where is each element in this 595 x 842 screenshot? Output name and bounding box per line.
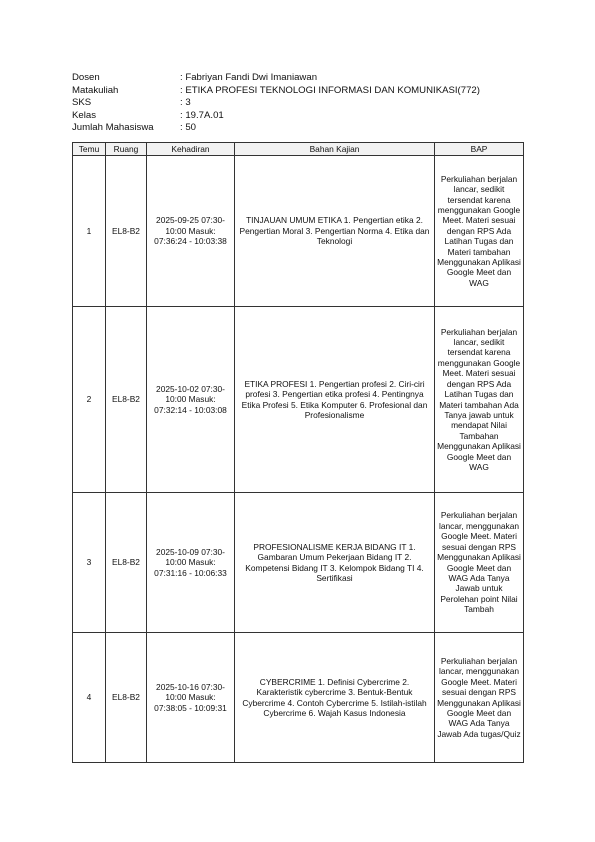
temu-cell: 4: [73, 633, 106, 763]
dosen-row: [72, 72, 532, 85]
dosen-value: : Fabriyan Fandi Dwi Imaniawan: [180, 72, 318, 83]
sks-row: [72, 97, 532, 110]
bap-cell: Perkuliahan berjalan lancar, menggunakan Google Meet. Materi sesuai dengan RPS Menggunakan Aplikasi Google Meet dan WAG Ada Tanya Jawab untuk Perolehan point Nilai Tambah: [435, 493, 524, 633]
bap-table: [72, 142, 524, 763]
matakuliah-value: : ETIKA PROFESI TEKNOLOGI INFORMASI DAN KOMUNIKASI(772): [180, 84, 480, 96]
ruang-cell: EL8-B2: [106, 493, 147, 633]
bahan-kajian-cell: TINJAUAN UMUM ETIKA 1. Pengertian etika 2. Pengertian Moral 3. Pengertian Norma 4. Etika dan Teknologi: [235, 156, 435, 307]
table-row: [73, 307, 524, 493]
bahan-kajian-cell: ETIKA PROFESI 1. Pengertian profesi 2. Ciri-ciri profesi 3. Pengertian etika profesi 4. Pentingnya Etika Profesi 5. Etika Komputer 6. Profesional dan Profesionalisme: [235, 307, 435, 493]
bap-cell: Perkuliahan berjalan lancar, sedikit tersendat karena menggunakan Google Meet. Materi sesuai dengan RPS Ada Latihan Tugas dan Materi tambahan Menggunakan Aplikasi Google Meet dan WAG: [435, 156, 524, 307]
sks-value: : 3: [180, 97, 191, 108]
header-bahan-kajian: Bahan Kajian: [235, 143, 435, 156]
table-row: [73, 156, 524, 307]
bap-cell: Perkuliahan berjalan lancar, menggunakan Google Meet. Materi sesuai dengan RPS Menggunakan Aplikasi Google Meet dan WAG Ada Tanya Jawab Ada tugas/Quiz: [435, 633, 524, 763]
jumlah-mahasiswa-label: Jumlah Mahasiswa: [72, 122, 154, 133]
table-row: [73, 633, 524, 763]
jumlah-mahasiswa-value: : 50: [180, 122, 197, 133]
ruang-cell: EL8-B2: [106, 307, 147, 493]
header-kehadiran: Kehadiran: [147, 143, 235, 156]
kehadiran-cell: 2025-10-02 07:30-10:00 Masuk: 07:32:14 - 10:03:08: [147, 307, 235, 493]
kelas-row: [72, 110, 532, 123]
temu-cell: 2: [73, 307, 106, 493]
kelas-value: : 19.7A.01: [180, 109, 224, 121]
ruang-cell: EL8-B2: [106, 156, 147, 307]
bap-cell: Perkuliahan berjalan lancar, sedikit tersendat karena menggunakan Google Meet. Materi sesuai dengan RPS Ada Latihan Tugas dan Materi tambahan Ada Tanya jawab untuk mendapat Nilai Tambahan Menggunakan Aplikasi Google Meet dan WAG: [435, 307, 524, 493]
jumlah-mahasiswa-row: [72, 122, 532, 135]
kelas-label: Kelas: [72, 109, 96, 121]
dosen-label: Dosen: [72, 72, 100, 83]
bahan-kajian-cell: PROFESIONALISME KERJA BIDANG IT 1. Gambaran Umum Pekerjaan Bidang IT 2. Kompetensi Bidang IT 3. Kelompok Bidang TI 4. Sertifikasi: [235, 493, 435, 633]
kehadiran-cell: 2025-10-09 07:30-10:00 Masuk: 07:31:16 - 10:06:33: [147, 493, 235, 633]
matakuliah-row: [72, 85, 532, 98]
kehadiran-cell: 2025-10-16 07:30-10:00 Masuk: 07:38:05 - 10:09:31: [147, 633, 235, 763]
temu-cell: 3: [73, 493, 106, 633]
header-ruang: Ruang: [106, 143, 147, 156]
ruang-cell: EL8-B2: [106, 633, 147, 763]
matakuliah-label: Matakuliah: [72, 84, 119, 96]
table-header-row: [73, 143, 524, 156]
course-info-header: [72, 72, 532, 135]
kehadiran-cell: 2025-09-25 07:30-10:00 Masuk: 07:36:24 - 10:03:38: [147, 156, 235, 307]
header-temu: Temu: [73, 143, 106, 156]
table-row: [73, 493, 524, 633]
temu-cell: 1: [73, 156, 106, 307]
bahan-kajian-cell: CYBERCRIME 1. Definisi Cybercrime 2. Karakteristik cybercrime 3. Bentuk-Bentuk Cybercrime 4. Contoh Cybercrime 5. Istilah-istilah Cybercrime 6. Wajah Kasus Indonesia: [235, 633, 435, 763]
header-bap: BAP: [435, 143, 524, 156]
sks-label: SKS: [72, 97, 92, 108]
